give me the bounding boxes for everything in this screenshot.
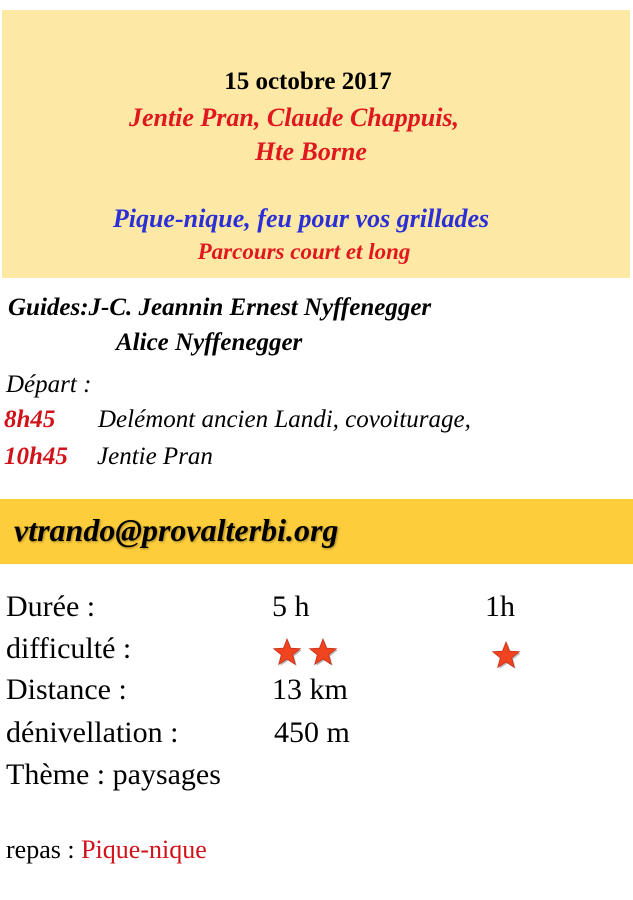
depart-row — [4, 406, 471, 434]
star-icon — [272, 637, 302, 667]
event-places-line1: Jentie Pran, Claude Chappuis, — [128, 103, 460, 132]
distance-label: Distance : — [6, 673, 127, 706]
distance-value: 13 km — [272, 673, 348, 706]
guides-block — [8, 290, 431, 360]
duree-label: Durée : — [6, 590, 96, 623]
guides-line2: Alice Nyffenegger — [116, 329, 303, 356]
depart-row — [4, 443, 213, 471]
theme-line: Thème : paysages — [6, 758, 221, 791]
depart-title: Départ : — [6, 371, 92, 398]
depart-place: Jentie Pran — [97, 443, 213, 470]
repas-label: repas : — [6, 835, 82, 864]
depart-place: Delémont ancien Landi, covoiturage, — [98, 406, 471, 433]
repas-line — [6, 835, 207, 865]
depart-time: 10h45 — [4, 443, 68, 470]
duree-short-value: 1h — [485, 590, 515, 623]
event-route-note: Parcours court et long — [197, 239, 411, 264]
event-picnic-note: Pique-nique, feu pour vos grillades — [112, 204, 490, 233]
difficulte-label: difficulté : — [6, 632, 132, 665]
denivellation-value: 450 m — [274, 716, 350, 749]
contact-band — [0, 499, 633, 564]
star-icon — [308, 637, 338, 667]
event-header-box — [2, 10, 630, 278]
guides-line1: Guides:J-C. Jeannin Ernest Nyffenegger — [8, 294, 432, 321]
contact-email-link[interactable]: vtrando@provalterbi.org — [14, 512, 339, 548]
denivellation-label: dénivellation : — [6, 716, 179, 749]
repas-value: Pique-nique — [81, 835, 207, 864]
event-places-line2: Hte Borne — [255, 137, 367, 166]
event-date: 15 octobre 2017 — [224, 68, 392, 95]
duree-long-value: 5 h — [272, 590, 310, 623]
star-icon — [491, 640, 521, 670]
depart-time: 8h45 — [4, 406, 56, 433]
